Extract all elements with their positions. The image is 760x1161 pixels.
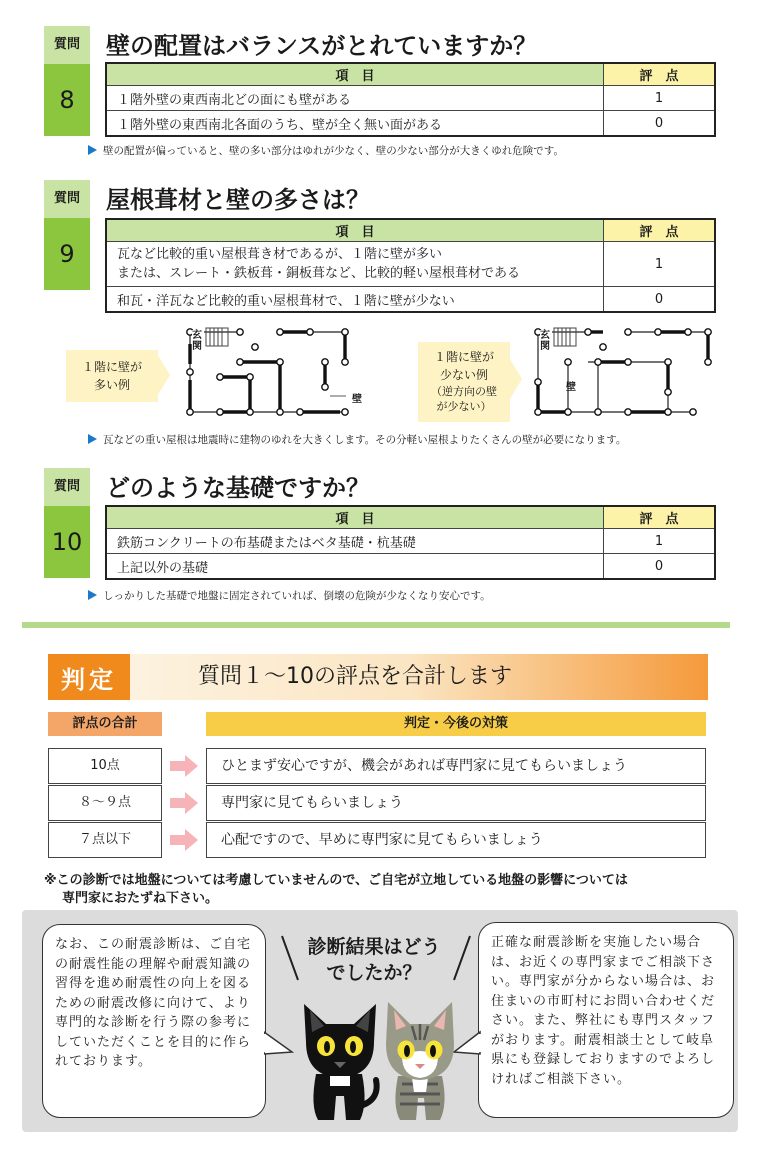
column-header-action: 判定・今後の対策 xyxy=(206,712,706,736)
question-10-number: 10 xyxy=(51,528,83,556)
question-8-badge xyxy=(44,26,90,136)
right-bubble-text: 正確な耐震診断を実施したい場合は、お近くの専門家までご相談下さい。専門家が分からない場合は、お住まいの市町村にお問い合わせください。また、弊社にも専門スタッフがおります。耐震相談士として岐阜県にも登録しておりますのでよろしければご相談下さい。 xyxy=(491,935,716,1087)
score-total-cell: 10点 xyxy=(48,748,162,784)
wall-label: 壁 xyxy=(352,394,362,405)
arrow-right-icon xyxy=(170,755,198,777)
question-9-title: 屋根葺材と壁の多さは？ xyxy=(106,186,370,214)
black-cat-icon xyxy=(296,996,384,1126)
table-header-item: 項 目 xyxy=(106,506,604,529)
table-row xyxy=(106,86,715,111)
question-8-note xyxy=(88,143,564,158)
callout-line: １階に壁が xyxy=(81,360,142,374)
column-header-total: 評点の合計 xyxy=(48,712,162,736)
score-total-cell: ７点以下 xyxy=(48,822,162,858)
entrance-label: 玄関 xyxy=(540,330,550,352)
question-9-number: 9 xyxy=(59,240,75,268)
footnote-line1: ※この診断では地盤については考慮していませんので、ご自宅が立地している地盤の影響については xyxy=(44,873,628,888)
callout-line: 少ない例 xyxy=(439,368,488,382)
question-10-note xyxy=(88,588,491,603)
question-10-table xyxy=(105,505,716,580)
entrance-label: 玄関 xyxy=(192,330,202,352)
triangle-marker-icon xyxy=(88,434,97,444)
question-10-badge xyxy=(44,468,90,578)
row-score: 1 xyxy=(604,529,716,554)
question-9-badge xyxy=(44,180,90,290)
callout-pointer-right xyxy=(508,356,522,402)
triangle-marker-icon xyxy=(88,145,97,155)
row-item: 和瓦・洋瓦など比較的重い屋根葺材で、１階に壁が少ない xyxy=(106,287,604,313)
callout-pointer-left xyxy=(156,352,170,398)
triangle-marker-icon xyxy=(88,590,97,600)
table-header-item: 項 目 xyxy=(106,63,604,86)
callout-many-walls xyxy=(66,350,158,402)
left-bubble-tail xyxy=(264,1030,294,1060)
table-row xyxy=(106,554,715,580)
row-score: 0 xyxy=(604,111,716,137)
note-text: 瓦などの重い屋根は地震時に建物のゆれを大きくします。その分軽い屋根よりたくさんの壁が必要になります。 xyxy=(103,434,627,446)
action-cell: 専門家に見てもらいましょう xyxy=(206,785,706,821)
question-10-title: どのような基礎ですか？ xyxy=(106,474,370,502)
left-speech-bubble xyxy=(42,924,266,1118)
action-cell: 心配ですので、早めに専門家に見てもらいましょう xyxy=(206,822,706,858)
section-divider xyxy=(22,622,730,628)
callout-line: 多い例 xyxy=(93,378,130,392)
center-title-line2: でしたか？ xyxy=(326,962,422,984)
table-header-item: 項 目 xyxy=(106,219,604,242)
question-8-title: 壁の配置はバランスがとれていますか？ xyxy=(106,32,538,60)
floor-plan-many-walls xyxy=(180,322,365,422)
table-row xyxy=(106,287,715,313)
row-score: 0 xyxy=(604,287,716,313)
left-bubble-text: なお、この耐震診断は、ご自宅の耐震性能の理解や耐震知識の習得を進め耐震性の向上を図るための耐震改修に向けて、より専門的な診断を行う際の参考にしていただくことを目的に作られております。 xyxy=(55,937,252,1069)
emphasis-lines-icon xyxy=(276,930,476,990)
footnote xyxy=(44,872,744,908)
judgement-title: 質問１～10の評点を合計します xyxy=(198,664,512,689)
row-item: 上記以外の基礎 xyxy=(106,554,604,580)
tabby-cat-icon xyxy=(376,996,464,1126)
table-header-score: 評 点 xyxy=(604,63,716,86)
score-total-cell: ８～９点 xyxy=(48,785,162,821)
arrow-right-icon xyxy=(170,792,198,814)
row-item: １階外壁の東西南北各面のうち、壁が全く無い面がある xyxy=(106,111,604,137)
judgement-tag: 判定 xyxy=(48,654,130,700)
note-text: しっかりした基礎で地盤に固定されていれば、倒壊の危険が少なくなり安心です。 xyxy=(103,590,491,602)
action-cell: ひとまず安心ですが、機会があれば専門家に見てもらいましょう xyxy=(206,748,706,784)
row-item xyxy=(106,242,604,287)
table-row xyxy=(106,529,715,554)
callout-line: １階に壁が xyxy=(433,350,494,364)
table-row xyxy=(106,111,715,137)
row-item: 鉄筋コンクリートの布基礎またはベタ基礎・杭基礎 xyxy=(106,529,604,554)
footnote-line2: 専門家におたずね下さい。 xyxy=(62,891,219,906)
right-speech-bubble xyxy=(478,922,734,1118)
table-header-score: 評 点 xyxy=(604,219,716,242)
question-10-badge-label: 質問 xyxy=(44,468,90,506)
row-score: 0 xyxy=(604,554,716,580)
arrow-right-icon xyxy=(170,829,198,851)
center-title-line1: 診断結果はどう xyxy=(307,936,441,958)
table-row xyxy=(106,242,715,287)
row-score: 1 xyxy=(604,242,716,287)
row-score: 1 xyxy=(604,86,716,111)
row-item: １階外壁の東西南北どの面にも壁がある xyxy=(106,86,604,111)
question-9-badge-label: 質問 xyxy=(44,180,90,218)
row-item-line2: または、スレート・鉄板葺・銅板葺など、比較的軽い屋根葺材である xyxy=(117,266,521,281)
question-8-table xyxy=(105,62,716,137)
note-text: 壁の配置が偏っていると、壁の多い部分はゆれが少なく、壁の少ない部分が大きくゆれ危険です。 xyxy=(103,145,564,157)
table-header-score: 評 点 xyxy=(604,506,716,529)
callout-few-walls xyxy=(418,342,510,422)
row-item-line1: 瓦など比較的重い屋根葺き材であるが、１階に壁が多い xyxy=(117,247,443,262)
floor-plan-few-walls xyxy=(528,322,718,422)
question-9-note xyxy=(88,432,626,447)
callout-line: が少ない） xyxy=(436,400,492,413)
question-8-badge-label: 質問 xyxy=(44,26,90,64)
wall-label: 壁 xyxy=(566,382,576,393)
question-8-number: 8 xyxy=(59,86,75,114)
question-9-table xyxy=(105,218,716,313)
callout-line: （逆方向の壁 xyxy=(431,385,497,398)
